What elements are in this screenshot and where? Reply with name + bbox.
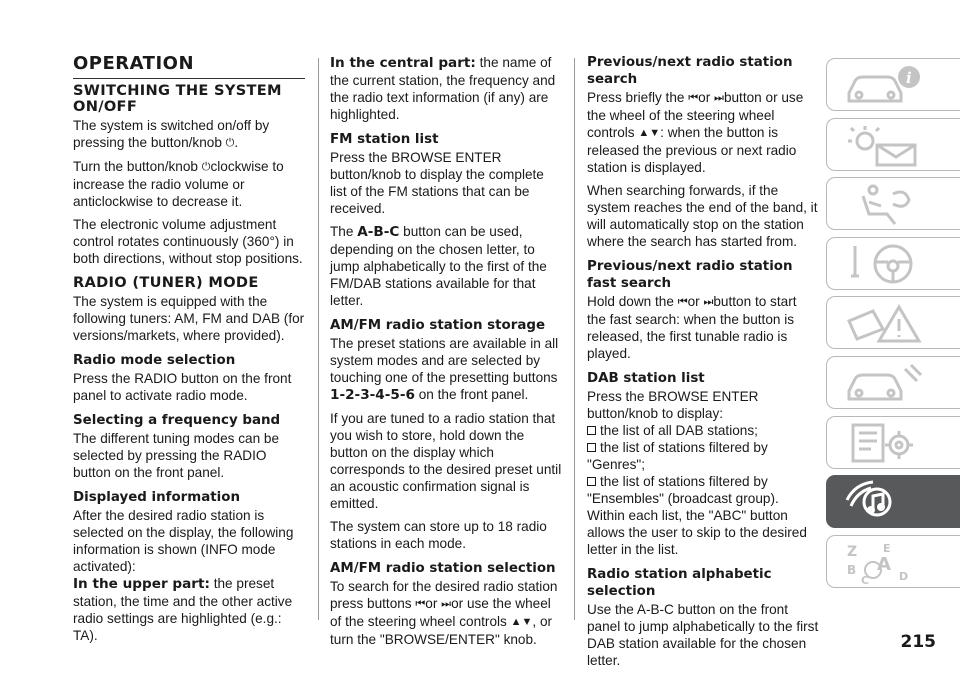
list-item: the list of all DAB stations; <box>587 422 819 439</box>
svg-text:D: D <box>899 569 909 583</box>
heading-radio-mode: Radio mode selection <box>73 353 236 368</box>
previous-track-icon: ⏮ <box>677 296 688 308</box>
column-1 <box>73 54 305 650</box>
up-down-arrows-icon: ▲▼ <box>510 616 533 628</box>
seat-airbag-icon <box>843 182 929 226</box>
heading-dab-list: DAB station list <box>587 371 705 386</box>
heading-prev-next-search: Previous/next radio station search <box>587 55 793 87</box>
paragraph: The A-B-C button can be used, depending on the chosen letter, to jump alphabetically to the first of the FM/DAB stations available for that letter. <box>330 224 547 308</box>
tab-emergency[interactable] <box>826 296 960 349</box>
section-heading-operation: OPERATION <box>73 53 195 74</box>
svg-text:A: A <box>877 553 891 575</box>
svg-text:E: E <box>883 541 891 555</box>
paragraph: Turn the button/knob ⏻clockwise to increase the radio volume or anticlockwise to decrease it. <box>73 159 284 209</box>
heading-alphabetic-selection: Radio station alphabetic selection <box>587 567 772 599</box>
paragraph: The system is equipped with the following tuners: AM, FM and DAB (for versions/markets, where provided). <box>73 294 305 343</box>
paragraph: The system can store up to 18 radio stations in each mode. <box>330 519 547 551</box>
svg-text:i: i <box>906 69 912 87</box>
paragraph: When searching forwards, if the system reaches the end of the band, it will automatically stop on the station where the search has started from. <box>587 183 818 249</box>
svg-text:C: C <box>861 573 870 584</box>
heading-fm-list: FM station list <box>330 132 439 147</box>
paragraph: The electronic volume adjustment control rotates continuously (360°) in both directions, without stop positions. <box>73 217 303 266</box>
power-icon: ⏻ <box>201 161 211 173</box>
previous-track-icon: ⏮ <box>688 92 699 104</box>
steering-wheel-key-icon <box>843 242 929 286</box>
paragraph: In the central part: the name of the current station, the frequency and the radio text information (if any) are highlighted. <box>330 55 556 122</box>
heading-frequency-band: Selecting a frequency band <box>73 413 281 428</box>
column-2 <box>330 54 562 654</box>
paragraph: To search for the desired radio station press buttons ⏮or ⏭or use the wheel of the steering wheel controls ▲▼, or turn the "BROWSE/ENTER" knob. <box>330 579 558 647</box>
column-divider <box>318 58 319 620</box>
svg-text:Z: Z <box>847 543 858 560</box>
next-track-icon: ⏭ <box>703 296 714 308</box>
dab-list <box>587 422 819 558</box>
paragraph: In the upper part: the preset station, the time and the other active radio settings are highlighted (e.g.: TA). <box>73 576 293 643</box>
heading-divider <box>73 78 305 79</box>
tab-safety[interactable] <box>826 177 960 230</box>
car-maintenance-icon <box>843 361 929 405</box>
checkbox-bullet-icon <box>587 443 596 452</box>
paragraph: After the desired radio station is selected on the display, the following information is shown (INFO mode activated): <box>73 508 294 574</box>
heading-displayed-info: Displayed information <box>73 490 240 505</box>
paragraph: The different tuning modes can be selected by pressing the RADIO button on the front panel. <box>73 431 280 480</box>
car-warning-triangle-icon <box>843 301 929 345</box>
previous-track-icon: ⏮ <box>415 598 426 610</box>
music-note-signal-icon <box>843 480 929 524</box>
power-icon: ⏻ <box>225 137 235 149</box>
paragraph: Press the RADIO button on the front panel to activate radio mode. <box>73 371 292 403</box>
paragraph: Press briefly the ⏮or ⏭button or use the wheel of the steering wheel controls ▲▼: when the button is released the previous or next radio station is displayed. <box>587 90 804 175</box>
tab-car-info[interactable] <box>826 58 960 111</box>
checkbox-bullet-icon <box>587 477 596 486</box>
up-down-arrows-icon: ▲▼ <box>638 127 661 139</box>
car-info-icon <box>843 63 929 107</box>
warning-light-message-icon <box>843 123 929 167</box>
paragraph: Press the BROWSE ENTER button/knob to display: <box>587 389 759 421</box>
paragraph: Hold down the ⏮or ⏭button to start the fast search: when the button is released, the first tunable radio is played. <box>587 294 797 361</box>
tab-technical-data[interactable] <box>826 416 960 469</box>
list-item: the list of stations filtered by "Ensembles" (broadcast group). Within each list, the "ABC" button allows the user to skip to the desired letter in the list. <box>587 474 807 557</box>
column-divider <box>574 58 575 620</box>
paragraph: Press the BROWSE ENTER button/knob to display the complete list of the FM stations that can be received. <box>330 150 544 216</box>
paragraph: The system is switched on/off by pressing the button/knob ⏻. <box>73 118 270 150</box>
svg-text:B: B <box>847 562 857 577</box>
tab-starting-driving[interactable] <box>826 237 960 290</box>
checkbox-bullet-icon <box>587 426 596 435</box>
alphabet-index-icon <box>843 540 929 584</box>
next-track-icon: ⏭ <box>441 598 452 610</box>
tab-maintenance[interactable] <box>826 356 960 409</box>
list-item: the list of stations filtered by "Genres"; <box>587 440 768 472</box>
paragraph: Use the A-B-C button on the front panel to jump alphabetically to the first DAB station available for the chosen letter. <box>587 602 819 668</box>
heading-switching: SWITCHING THE SYSTEM ON/OFF <box>73 82 282 115</box>
document-gear-icon <box>843 421 929 465</box>
chapter-tabs <box>826 58 960 594</box>
paragraph: If you are tuned to a radio station that you wish to store, hold down the button on the display which corresponds to the desired preset until an acoustic confirmation signal is emitted. <box>330 411 562 511</box>
paragraph: The preset stations are available in all system modes and are selected by touching one of the presetting buttons 1-2-3-4-5-6 on the front panel. <box>330 336 559 403</box>
column-3 <box>587 54 819 675</box>
heading-station-selection: AM/FM radio station selection <box>330 561 556 576</box>
tab-index[interactable] <box>826 535 960 588</box>
tab-warning-lights[interactable] <box>826 118 960 171</box>
page-number: 215 <box>900 632 936 652</box>
tab-multimedia[interactable] <box>826 475 960 528</box>
heading-radio-tuner: RADIO (TUNER) MODE <box>73 274 259 291</box>
next-track-icon: ⏭ <box>714 92 724 104</box>
heading-station-storage: AM/FM radio station storage <box>330 318 546 333</box>
heading-fast-search: Previous/next radio station fast search <box>587 259 793 291</box>
